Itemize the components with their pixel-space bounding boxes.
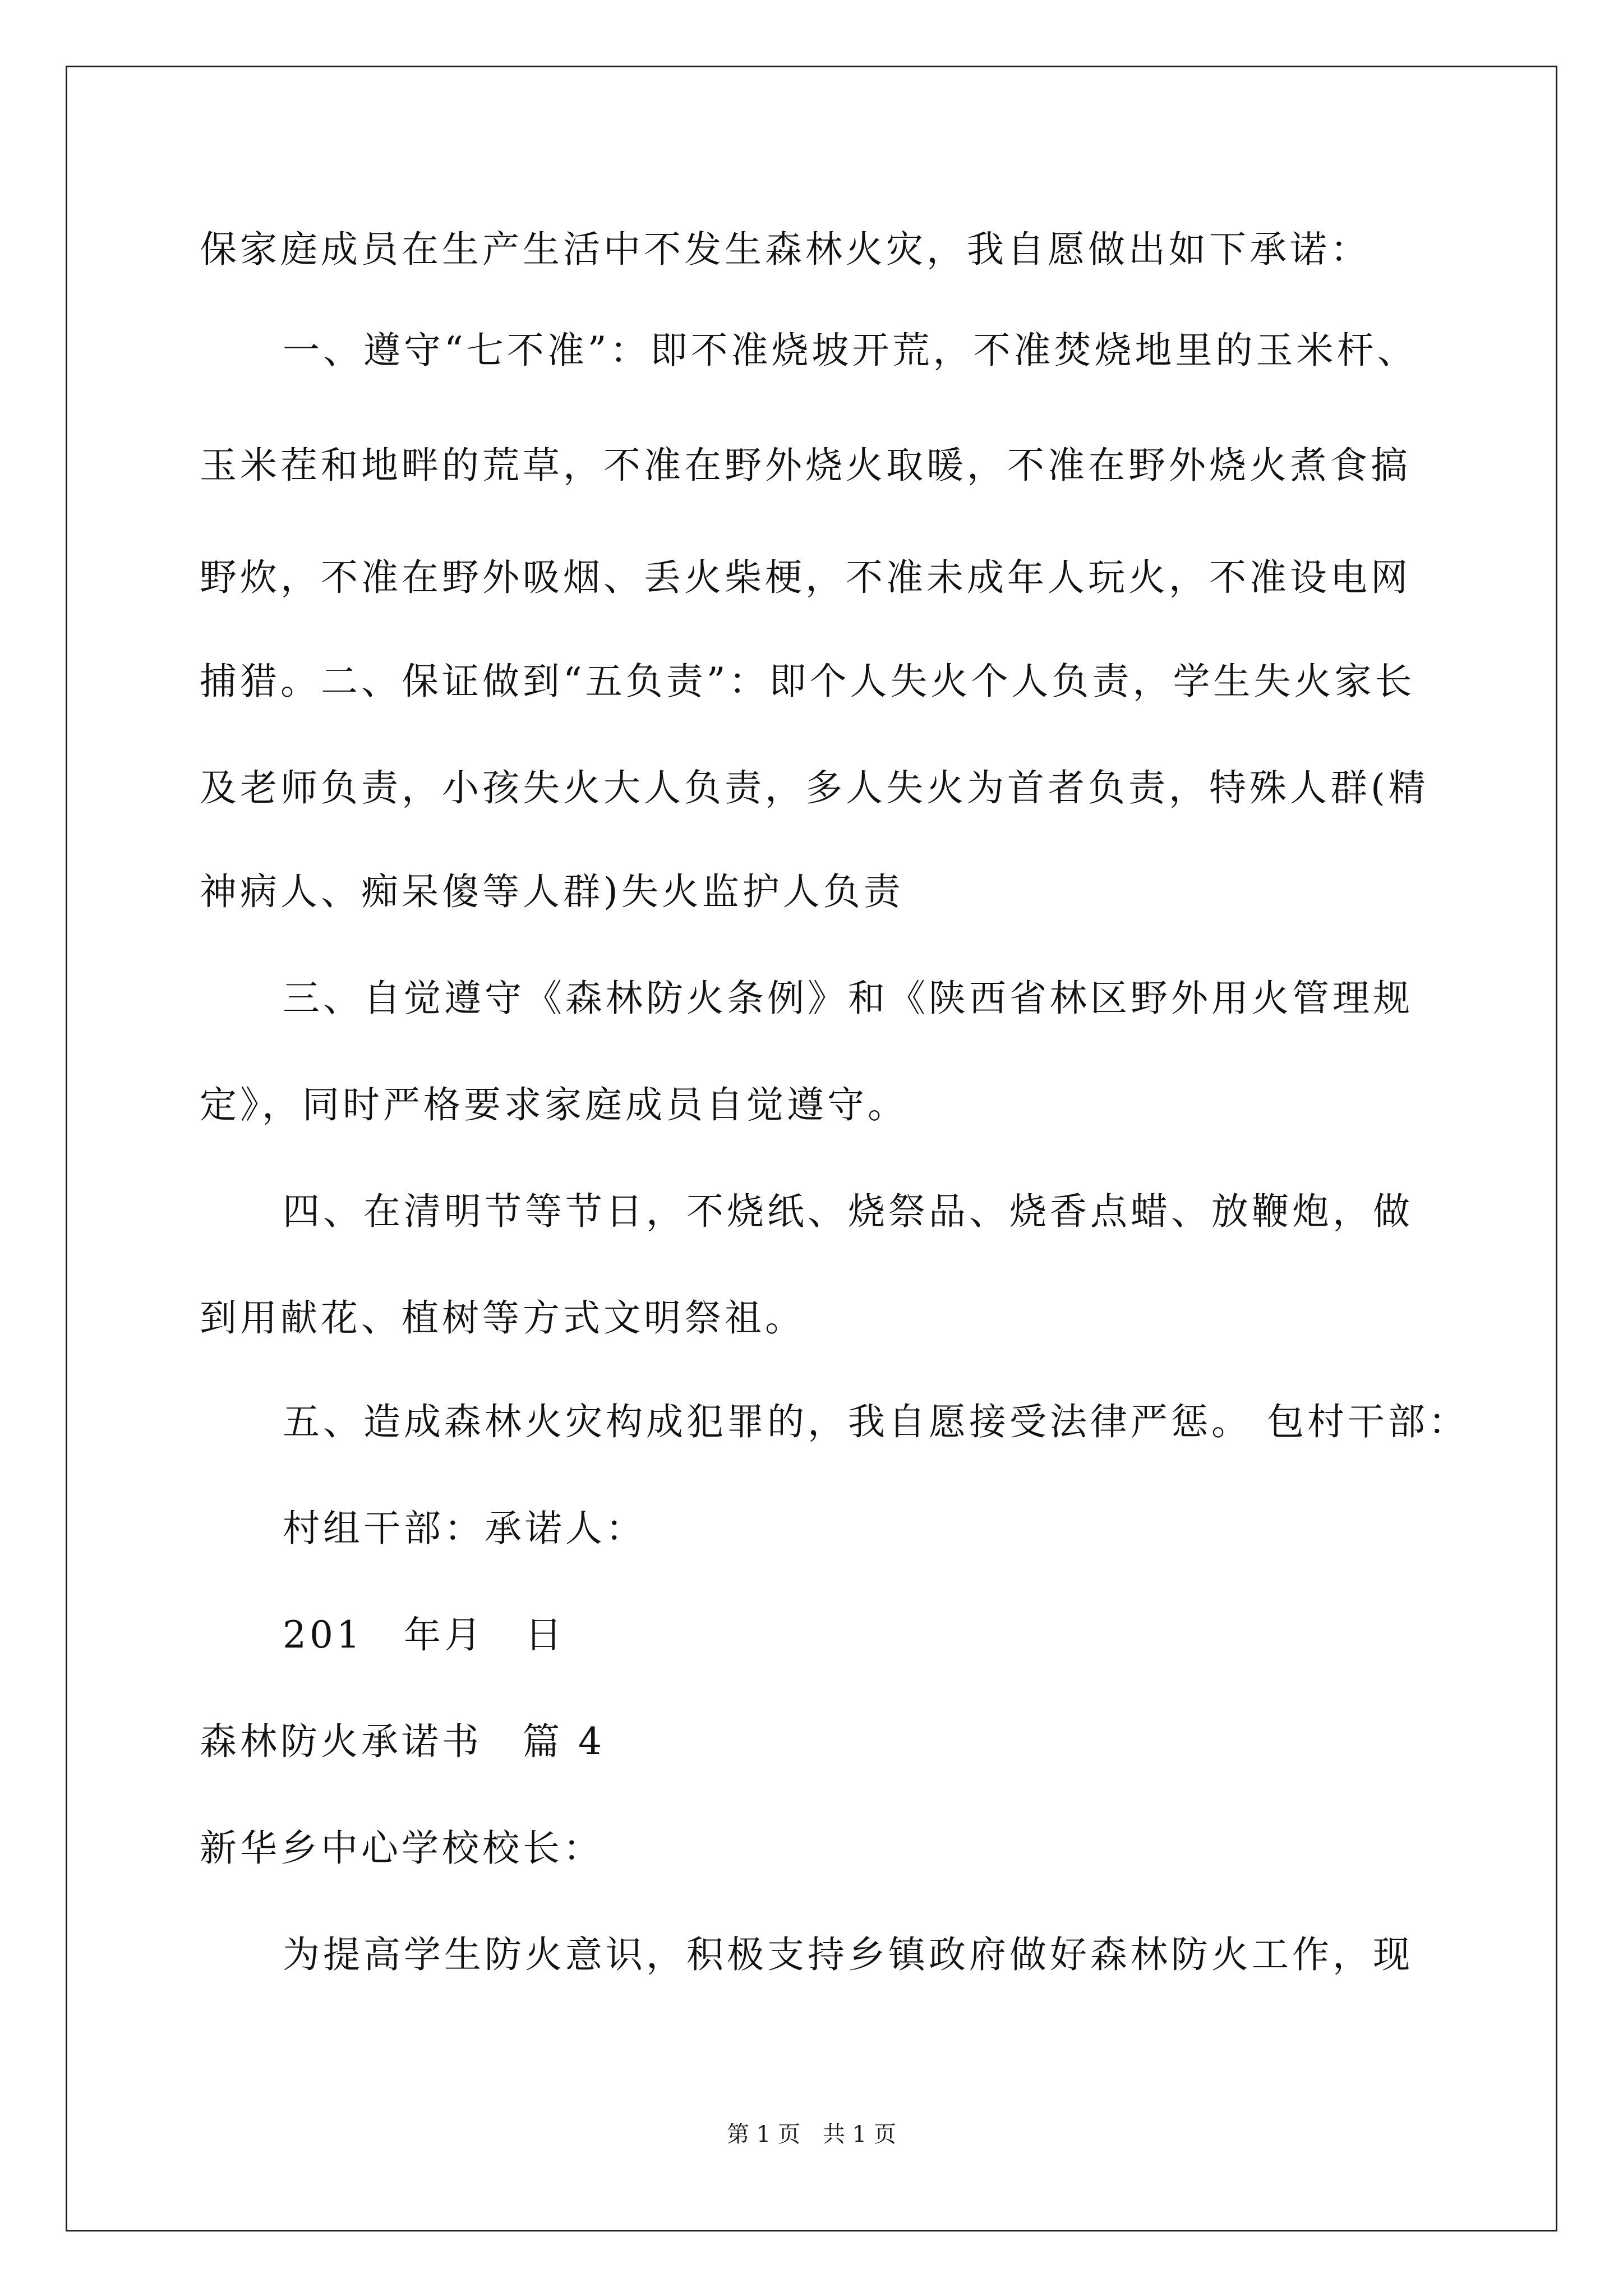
section-heading: 森林防火承诺书 篇 4 — [200, 1720, 605, 1763]
text-line: 及老师负责，小孩失火大人负责，多人失火为首者负责，特殊人群(精 — [200, 766, 1429, 809]
text-line: 神病人、痴呆傻等人群)失火监护人负责 — [200, 870, 904, 913]
text-line: 为提高学生防火意识，积极支持乡镇政府做好森林防火工作，现 — [283, 1933, 1413, 1976]
text-line: 新华乡中心学校校长： — [200, 1826, 603, 1870]
text-line: 野炊，不准在野外吸烟、丢火柴梗，不准未成年人玩火，不准设电网 — [200, 556, 1411, 599]
text-line: 四、在清明节等节日，不烧纸、烧祭品、烧香点蜡、放鞭炮，做 — [283, 1190, 1413, 1233]
text-line: 到用献花、植树等方式文明祭祖。 — [200, 1296, 805, 1340]
text-line: 村组干部：承诺人： — [283, 1507, 646, 1550]
text-line: 201 年月 日 — [283, 1613, 565, 1657]
text-line: 玉米茬和地畔的荒草，不准在野外烧火取暖，不准在野外烧火煮食搞 — [200, 444, 1411, 487]
text-line: 五、造成森林火灾构成犯罪的，我自愿接受法律严惩。 包村干部： — [283, 1400, 1469, 1443]
text-line: 三、自觉遵守《森林防火条例》和《陕西省林区野外用火管理规 — [283, 977, 1413, 1020]
text-line: 定》，同时严格要求家庭成员自觉遵守。 — [200, 1083, 908, 1126]
text-line: 保家庭成员在生产生活中不发生森林火灾，我自愿做出如下承诺： — [200, 228, 1371, 271]
page-border — [66, 66, 1557, 2231]
page-footer: 第 1 页 共 1 页 — [727, 2122, 896, 2147]
text-line: 捕猎。二、保证做到“五负责”：即个人失火个人负责，学生失火家长 — [200, 660, 1415, 703]
text-line: 一、遵守“七不准”：即不准烧坡开荒，不准焚烧地里的玉米杆、 — [283, 329, 1418, 372]
